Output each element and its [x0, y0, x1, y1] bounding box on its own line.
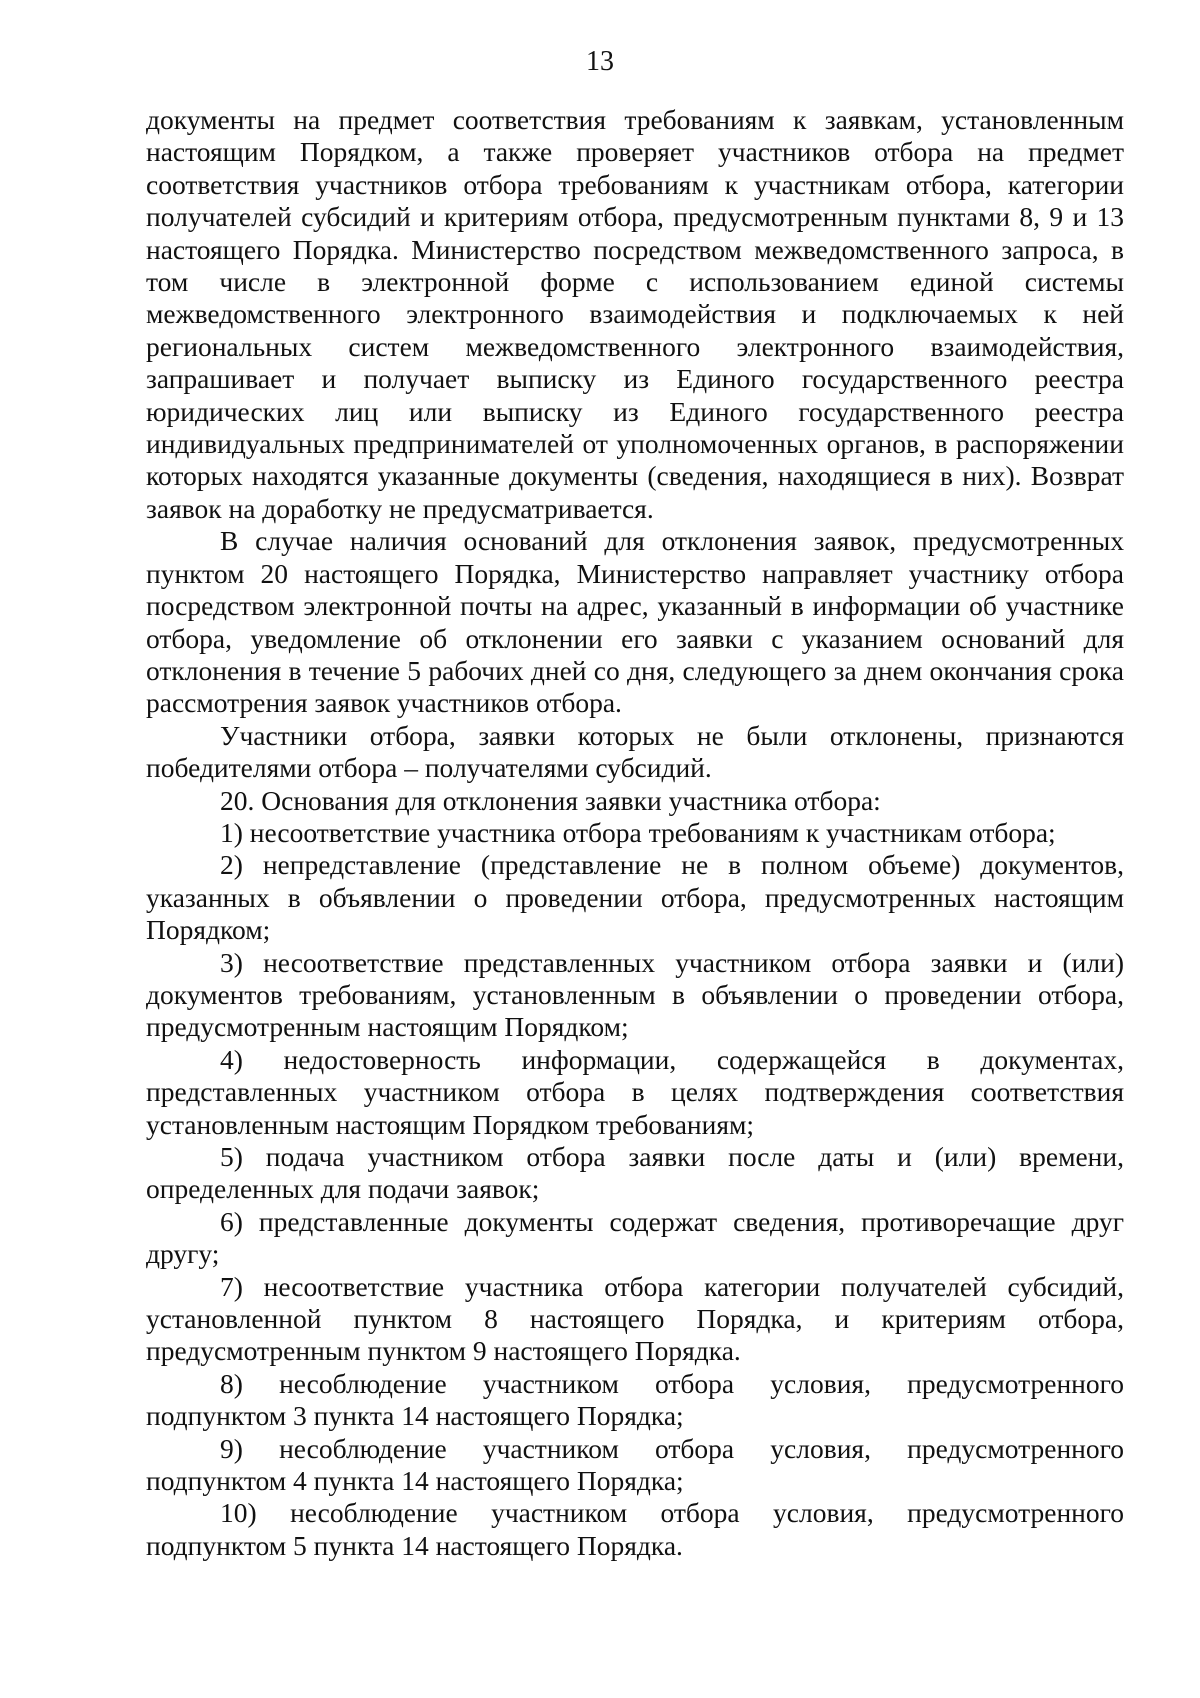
page-number: 13	[586, 46, 614, 77]
list-item: 3) несоответствие представленных участником отбора заявки и (или) документов требованиям, установленным в объявлении о проведении отбора, предусмотренным настоящим Порядком;	[146, 946, 1124, 1043]
list-item: 9) несоблюдение участником отбора условия, предусмотренного подпунктом 4 пункта 14 настоящего Порядка;	[146, 1432, 1124, 1497]
paragraph-continuation: документы на предмет соответствия требованиям к заявкам, установленным настоящим Порядком, а также проверяет участников отбора на предмет соответствия участников отбора требованиям к участникам отбора, категории получателей субсидий и критериям отбора, предусмотренным пунктами 8, 9 и 13 настоящего Порядка. Министерство посредством межведомственного запроса, в том числе в электронной форме с использованием единой системы межведомственного электронного взаимодействия и подключаемых к ней региональных систем межведомственного электронного взаимодействия, запрашивает и получает выписку из Единого государственного реестра юридических лиц или выписку из Единого государственного реестра индивидуальных предпринимателей от уполномоченных органов, в распоряжении которых находятся указанные документы (сведения, находящиеся в них). Возврат заявок на доработку не предусматривается.	[146, 104, 1124, 524]
list-item: 7) несоответствие участника отбора категории получателей субсидий, установленной пунктом 8 настоящего Порядка, и критериям отбора, предусмотренным пунктом 9 настоящего Порядка.	[146, 1270, 1124, 1367]
list-item: 6) представленные документы содержат сведения, противоречащие друг другу;	[146, 1205, 1124, 1270]
list-item: 2) непредставление (представление не в полном объеме) документов, указанных в объявлении о проведении отбора, предусмотренных настоящим Порядком;	[146, 849, 1124, 946]
list-item: 8) несоблюдение участником отбора условия, предусмотренного подпунктом 3 пункта 14 настоящего Порядка;	[146, 1367, 1124, 1432]
clause-20-heading: 20. Основания для отклонения заявки участника отбора:	[220, 784, 881, 816]
list-item: 5) подача участником отбора заявки после даты и (или) времени, определенных для подачи заявок;	[146, 1141, 1124, 1205]
paragraph-winners: Участники отбора, заявки которых не были отклонены, признаются победителями отбора – получателями субсидий.	[146, 719, 1124, 784]
list-item: 10) несоблюдение участником отбора условия, предусмотренного подпунктом 5 пункта 14 настоящего Порядка.	[146, 1497, 1124, 1561]
list-item: 1) несоответствие участника отбора требованиям к участникам отбора;	[220, 816, 1056, 848]
document-body	[146, 104, 1124, 1562]
list-item: 4) недостоверность информации, содержащейся в документах, представленных участником отбора в целях подтверждения соответствия установленным настоящим Порядком требованиям;	[146, 1043, 1124, 1140]
paragraph-rejection-notice: В случае наличия оснований для отклонения заявок, предусмотренных пунктом 20 настоящего Порядка, Министерство направляет участнику отбора посредством электронной почты на адрес, указанный в информации об участнике отбора, уведомление об отклонении его заявки с указанием оснований для отклонения в течение 5 рабочих дней со дня, следующего за днем окончания срока рассмотрения заявок участников отбора.	[146, 525, 1124, 719]
